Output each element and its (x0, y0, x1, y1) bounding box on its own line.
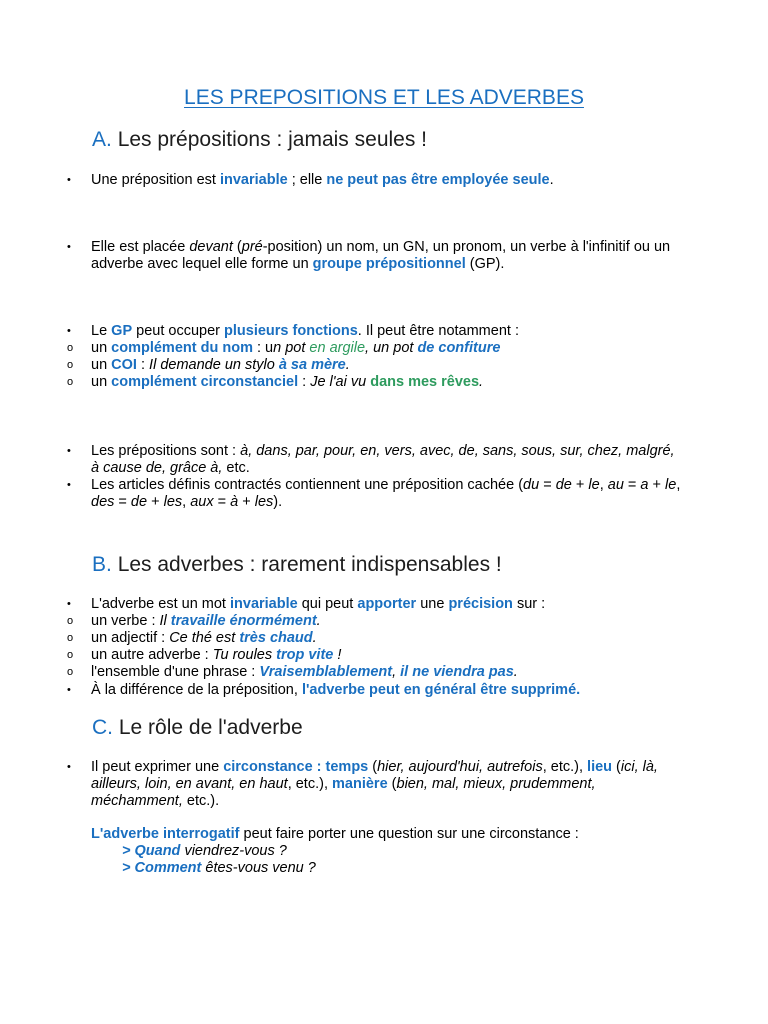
italic-text: devant (189, 239, 233, 255)
sub-item (67, 357, 683, 374)
example-highlight: en argile (309, 340, 366, 356)
text: ( (232, 239, 242, 255)
italic-text: de (555, 477, 572, 493)
text: (GP). (465, 256, 505, 272)
text: etc.). (182, 793, 220, 809)
italic-text: du (523, 477, 540, 493)
italic-text: . (312, 630, 317, 646)
italic-text: , (392, 664, 401, 680)
sub-item (67, 613, 683, 630)
text: ( (387, 776, 397, 792)
text: etc. (222, 460, 250, 476)
section-letter: A. (92, 128, 112, 151)
text: ( (368, 759, 378, 775)
example-highlight: très chaud (239, 630, 313, 646)
paragraph-a2 (67, 239, 683, 273)
text: peut occuper (132, 323, 225, 339)
circle-marker: o (67, 615, 74, 627)
italic-text: ! (333, 647, 342, 663)
italic-text: ici, là, ailleurs, loin, en avant, en haut (91, 759, 658, 792)
bullet-marker: • (67, 445, 71, 457)
document-title: LES PREPOSITIONS ET LES ADVERBES (184, 86, 584, 109)
italic-text: bien, mal, mieux, prudemment, méchamment, (91, 776, 596, 809)
section-heading-text: Les prépositions : jamais seules ! (117, 128, 428, 151)
text: ( (612, 759, 621, 775)
italic-text: hier, aujourd'hui, autrefois (377, 759, 543, 775)
circle-marker: o (67, 376, 74, 388)
keyword: circonstance : temps (223, 759, 369, 775)
text: : (136, 357, 150, 373)
example-highlight: dans mes rêves (370, 374, 480, 390)
italic-text: Il (159, 613, 171, 629)
keyword: invariable (219, 172, 288, 188)
paragraph-a3 (67, 323, 683, 391)
keyword: plusieurs fonctions (224, 323, 358, 339)
text: Le (91, 323, 112, 339)
text: Il peut exprimer une (91, 759, 224, 775)
keyword: l'adverbe peut en général être supprimé (301, 682, 577, 698)
circle-marker: o (67, 359, 74, 371)
example-highlight: > Comment (122, 860, 202, 876)
bullet-marker: • (67, 174, 71, 186)
text: + (147, 494, 164, 510)
text: peut faire porter une question sur une circonstance : (239, 826, 579, 842)
text: Les prépositions sont : (91, 443, 241, 459)
text: -position) un nom, un GN, un pronom, un verbe à l'infinitif ou un adverbe avec lequel elle forme un (91, 239, 671, 272)
italic-text: Tu roules (212, 647, 277, 663)
italic-text: Ce thé est (169, 630, 240, 646)
keyword: précision (448, 596, 513, 612)
bullet-marker: • (67, 598, 71, 610)
keyword: manière (332, 776, 388, 792)
circle-marker: o (67, 632, 74, 644)
text: un verbe : (91, 613, 160, 629)
sub-item (67, 647, 683, 664)
circle-marker: o (67, 666, 74, 678)
example-highlight: trop vite (276, 647, 334, 663)
example-highlight: à sa mère (278, 357, 346, 373)
example-highlight: Vraisemblablement (259, 664, 393, 680)
text: = (213, 494, 231, 510)
keyword: . (576, 682, 581, 698)
sub-item (67, 664, 683, 681)
italic-text: le (665, 477, 677, 493)
circle-marker: o (67, 342, 74, 354)
italic-text: viendrez-vous ? (180, 843, 287, 859)
italic-text: à (230, 494, 239, 510)
sub-item (67, 340, 683, 357)
text: une (416, 596, 449, 612)
keyword: L'adverbe interrogatif (91, 826, 240, 842)
text: l'ensemble d'une phrase : (91, 664, 260, 680)
bullet-marker: • (67, 479, 71, 491)
text: L'adverbe est un mot (91, 596, 230, 612)
keyword: lieu (587, 759, 613, 775)
paragraph-b1 (67, 596, 683, 699)
italic-text: Je l'ai vu (310, 374, 371, 390)
paragraph-a1 (67, 172, 683, 189)
circle-marker: o (67, 649, 74, 661)
keyword: groupe prépositionnel (312, 256, 466, 272)
text: = (114, 494, 131, 510)
text: = (539, 477, 556, 493)
italic-text: des (91, 494, 115, 510)
section-letter: C. (92, 716, 113, 739)
text: , etc.), (287, 776, 333, 792)
keyword: apporter (357, 596, 417, 612)
text: un (91, 340, 112, 356)
text: , (599, 477, 608, 493)
text: Elle est placée (91, 239, 190, 255)
text: ; elle (287, 172, 327, 188)
italic-text: un pot (373, 340, 418, 356)
example-highlight: travaille énormément (170, 613, 317, 629)
section-b-heading (92, 553, 502, 577)
italic-text: les (254, 494, 274, 510)
italic-text: à, dans, par, pour, en, vers, avec, de, sans, sous, sur, chez, malgré, à cause de, grâce à, (91, 443, 675, 476)
text: Une préposition est (91, 172, 220, 188)
paragraph-a4 (67, 443, 683, 511)
italic-text: au (607, 477, 624, 493)
text: : u (252, 340, 274, 356)
text: qui peut (297, 596, 358, 612)
italic-text: êtes-vous venu ? (201, 860, 316, 876)
keyword: ne peut pas être employée seule (326, 172, 550, 188)
sub-item (67, 374, 683, 391)
bullet-marker: • (67, 684, 71, 696)
text: : (298, 374, 311, 390)
italic-text: Il demande un stylo (149, 357, 279, 373)
italic-text: . (345, 357, 350, 373)
italic-text: . (316, 613, 321, 629)
keyword: complément du nom (111, 340, 253, 356)
paragraph-c1 (67, 759, 666, 877)
italic-text: . (513, 664, 518, 680)
sub-item (67, 630, 683, 647)
text: un (91, 374, 112, 390)
text: ). (273, 494, 283, 510)
section-heading-text: Le rôle de l'adverbe (118, 716, 303, 739)
text: + (571, 477, 589, 493)
keyword: COI (111, 357, 137, 373)
text: À la différence de la préposition, (91, 682, 302, 698)
italic-text: , (365, 340, 374, 356)
italic-text: le (588, 477, 600, 493)
example-highlight: > Quand (122, 843, 181, 859)
example-line (91, 860, 666, 877)
text: . (549, 172, 554, 188)
example-highlight: de confiture (417, 340, 501, 356)
section-heading-text: Les adverbes : rarement indispensables ! (117, 553, 502, 576)
section-c-heading (92, 716, 303, 740)
bullet-marker: • (67, 325, 71, 337)
section-letter: B. (92, 553, 112, 576)
keyword: invariable (230, 596, 298, 612)
italic-text: les (163, 494, 183, 510)
italic-text: pré (241, 239, 263, 255)
italic-text: . (479, 374, 484, 390)
italic-text: de (130, 494, 148, 510)
text: + (648, 477, 666, 493)
text: , (182, 494, 191, 510)
italic-text: a (640, 477, 649, 493)
text: Les articles définis contractés contiennent une préposition cachée ( (91, 477, 524, 493)
text: sur : (512, 596, 546, 612)
italic-text: n pot (273, 340, 310, 356)
text: = (623, 477, 641, 493)
bullet-marker: • (67, 761, 71, 773)
keyword: GP (111, 323, 133, 339)
bullet-marker: • (67, 241, 71, 253)
example-line (91, 843, 666, 860)
text: un (91, 357, 112, 373)
text: . Il peut être notamment : (357, 323, 519, 339)
example-highlight: il ne viendra pas (400, 664, 514, 680)
text: , (676, 477, 681, 493)
text: un autre adverbe : (91, 647, 213, 663)
text: , etc.), (542, 759, 588, 775)
text: un adjectif : (91, 630, 170, 646)
text: + (238, 494, 255, 510)
section-a-heading (92, 128, 427, 152)
italic-text: aux (190, 494, 214, 510)
keyword: complément circonstanciel (111, 374, 299, 390)
